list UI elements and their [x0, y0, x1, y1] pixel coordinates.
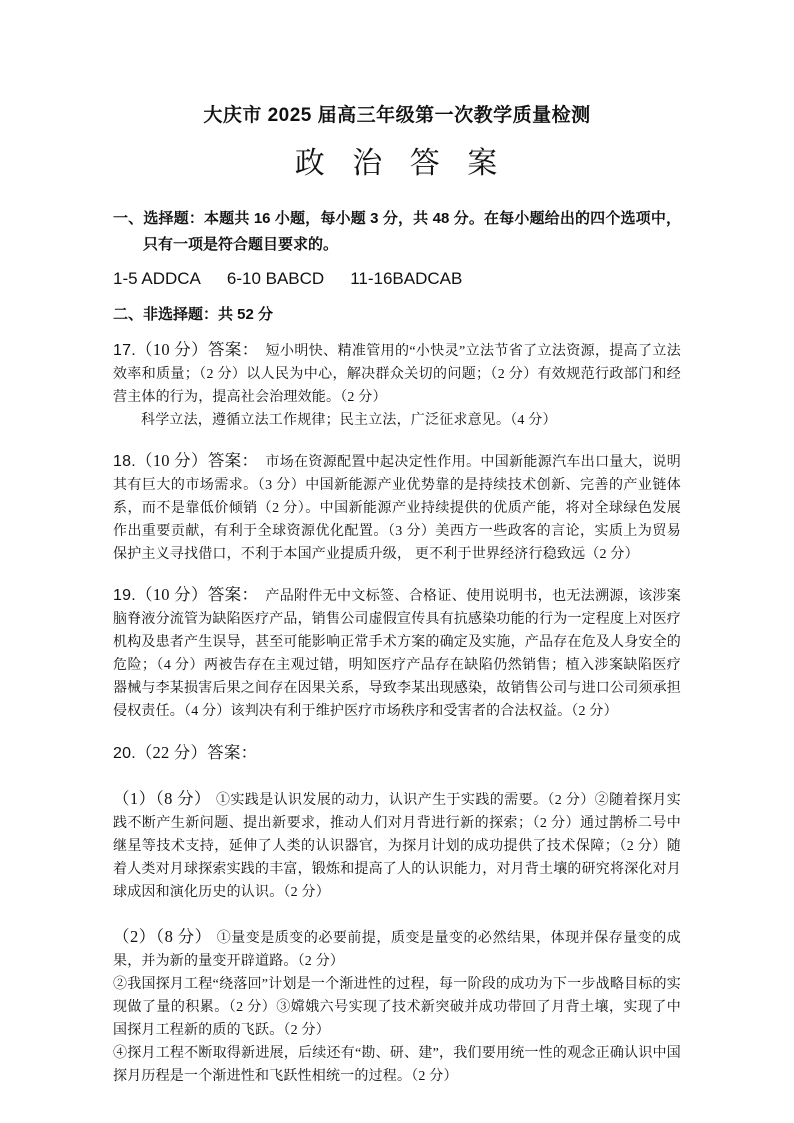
question-20 — [113, 741, 681, 766]
question-19-answer: 产品附件无中文标签、合格证、使用说明书，也无法溯源，该涉案脑脊液分流管为缺陷医疗产品，销售公司虚假宣传具有抗感染功能的行为一定程度上对医疗机构及患者产生误导，甚至可能影响正常手术方案的确定及实施，产品存在危及人身安全的危险；（4 分）两被告存在主观过错，明知医疗产品存在缺陷仍然销售；植入涉案缺陷医疗器械与李某损害后果之间存在因果关系，导致李某出现感染，故销售公司与进口公司须承担侵权责任。（4 分）该判决有利于维护医疗市场秩序和受害者的合法权益。（2 分） — [113, 589, 681, 719]
question-20-part-2 — [113, 925, 681, 973]
question-20-part-2-answer-point-4: ④探月工程不断取得新进展，后续还有“勘、研、建”，我们要用统一性的观念正确认识中国探月历程是一个渐进性和飞跃性相统一的过程。（2 分） — [113, 1046, 681, 1084]
question-17-supplement: 科学立法，遵循立法工作规律；民主立法，广泛征求意见。（4 分） — [141, 413, 557, 428]
question-18-answer: 市场在资源配置中起决定性作用。中国新能源汽车出口量大，说明其有巨大的市场需求。（3 分）中国新能源产业优势靠的是持续技术创新、完善的产业链体系，而不是靠低价倾销（2 分）。中国新能源产业持续提供的优质产能，将对全球绿色发展作出重要贡献，有利于全球资源优化配置。（3 分）美西方一些政客的言论，实质上为贸易保护主义寻找借口，不利于本国产业提质升级， 更不利于世界经济行稳致远（2 分） — [113, 455, 681, 562]
question-20-part-2-answer-point-1: ①量变是质变的必要前提，质变是量变的必然结果，体现并保存量变的成果，并为新的量变开辟道路。（2 分） — [113, 931, 681, 969]
question-18-header: （10 分）答案： — [135, 451, 259, 470]
question-20-part-1-label: （1）（8 分） — [113, 789, 211, 808]
question-17-number: 17. — [113, 342, 136, 359]
question-18 — [113, 449, 681, 566]
question-20-part-1-answer: ①实践是认识发展的动力，认识产生于实践的需要。（2 分）②随着探月实践不断产生新问题、提出新要求，推动人们对月背进行新的探索；（2 分）通过鹊桥二号中继星等技术支持，延伸了人类的认识器官，为探月计划的成功提供了技术保障；（2 分）随着人类对月球探索实践的丰富，锻炼和提高了人的认识能力，对月背土壤的研究将深化对月球成因和演化历史的认识。（2 分） — [113, 793, 681, 900]
answer-title: 政 治 答 案 — [294, 147, 500, 180]
multiple-choice-section-heading: 一、选择题：本题共 16 小题，每小题 3 分，共 48 分。在每小题给出的四个选项中，只有一项是符合题目要求的。 — [113, 210, 681, 253]
exam-title: 大庆市 2025 届高三年级第一次教学质量检测 — [203, 105, 591, 126]
question-17 — [113, 338, 681, 409]
answer-key-1-5: 1-5 ADDCA — [113, 269, 201, 288]
question-20-header: （22 分）答案： — [135, 743, 258, 762]
multiple-choice-answer-keys — [113, 267, 681, 291]
question-20-part-1 — [113, 787, 681, 904]
question-20-part-2-label: （2）（8 分） — [113, 927, 212, 946]
question-20-number: 20. — [113, 745, 136, 762]
document-content — [113, 104, 681, 1088]
question-19 — [113, 583, 681, 723]
question-19-number: 19. — [113, 587, 136, 604]
question-20-part-2-answer-point-2-3: ②我国探月工程“绕落回”计划是一个渐进性的过程，每一阶段的成功为下一步战略目标的实现做了量的积累。（2 分）③嫦娥六号实现了技术新突破并成功带回了月背土壤，实现了中国探月工程新的质的飞跃。（2 分） — [113, 977, 681, 1038]
question-18-number: 18. — [113, 453, 136, 470]
question-17-header: （10 分）答案： — [135, 340, 259, 359]
answer-key-6-10: 6-10 BABCD — [226, 269, 325, 288]
question-17-answer: 短小明快、精准管用的“小快灵”立法节省了立法资源，提高了立法效率和质量；（2 分）以人民为中心，解决群众关切的问题；（2 分）有效规范行政部门和经营主体的行为，提高社会治理效能。（2 分） — [113, 344, 681, 405]
question-19-header: （10 分）答案： — [135, 585, 259, 604]
free-response-section-heading: 二、非选择题：共 52 分 — [113, 306, 274, 323]
answer-key-11-16: 11-16BADCAB — [350, 269, 463, 288]
